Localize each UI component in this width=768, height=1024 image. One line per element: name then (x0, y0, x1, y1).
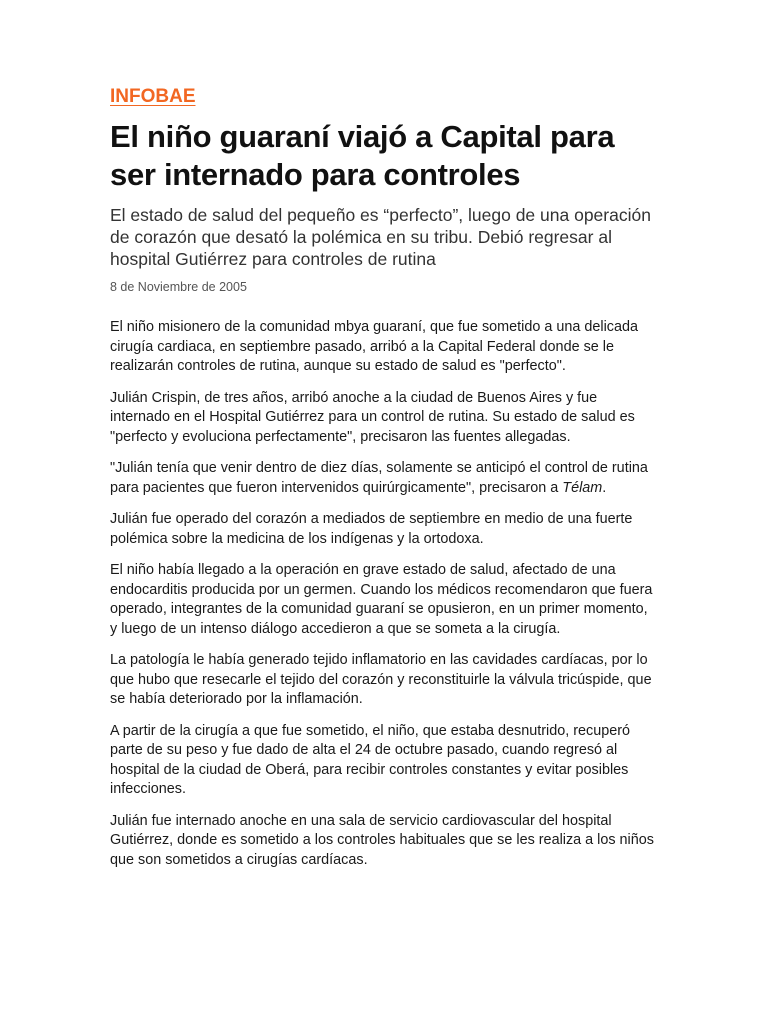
article (110, 86, 658, 882)
paragraph-1: El niño misionero de la comunidad mbya guaraní, que fue sometido a una delicada cirugía cardiaca, en septiembre pasado, arribó a la Capital Federal donde se le realizarán controles de rutina, aunque su estado de salud es "perfecto". (110, 319, 638, 374)
paragraph-7: A partir de la cirugía a que fue sometido, el niño, que estaba desnutrido, recuperó parte de su peso y fue dado de alta el 24 de octubre pasado, cuando regresó al hospital de la ciudad de Oberá, para recibir controles constantes y evitar posibles infecciones. (110, 722, 630, 797)
paragraph-6: La patología le había generado tejido inflamatorio en las cavidades cardíacas, por lo que hubo que resecarle el tejido del corazón y reconstituirle la válvula tricúspide, que se había deteriorado por la inflamación. (110, 652, 652, 707)
paragraph-8: Julián fue internado anoche en una sala de servicio cardiovascular del hospital Gutiérrez, donde es sometido a los controles habituales que se les realiza a los niños que son sometidos a cirugías cardíacas. (110, 812, 654, 868)
source-link[interactable]: INFOBAE (110, 86, 196, 107)
paragraph-5: El niño había llegado a la operación en grave estado de salud, afectado de una endocarditis producida por un germen. Cuando los médicos recomendaron que fuera operado, integrantes de la comunidad guaraní se opusieron, en un primer momento, y luego de un intenso diálogo accedieron a que se someta a la cirugía. (110, 562, 653, 637)
article-headline: El niño guaraní viajó a Capital para ser internado para controles (110, 119, 615, 192)
telam-reference: Télam (562, 479, 603, 496)
article-subhead: El estado de salud del pequeño es “perfecto”, luego de una operación de corazón que desató la polémica en su tribu. Debió regresar al hospital Gutiérrez para controles de rutina (110, 205, 651, 269)
article-date: 8 de Noviembre de 2005 (110, 280, 247, 294)
paragraph-2: Julián Crispin, de tres años, arribó anoche a la ciudad de Buenos Aires y fue internado en el Hospital Gutiérrez para un control de rutina. Su estado de salud es "perfecto y evoluciona perfectamente", precisaron las fuentes allegadas. (110, 389, 635, 445)
paragraph-4: Julián fue operado del corazón a mediados de septiembre en medio de una fuerte polémica sobre la medicina de los indígenas y la ortodoxa. (110, 511, 633, 547)
paragraph-3-text: "Julián tenía que venir dentro de diez días, solamente se anticipó el control de rutina para pacientes que fueron intervenidos quirúrgicamente", precisaron a (110, 460, 648, 496)
article-body (110, 318, 658, 870)
paragraph-3 (110, 459, 658, 498)
paragraph-3-end: . (602, 479, 607, 496)
